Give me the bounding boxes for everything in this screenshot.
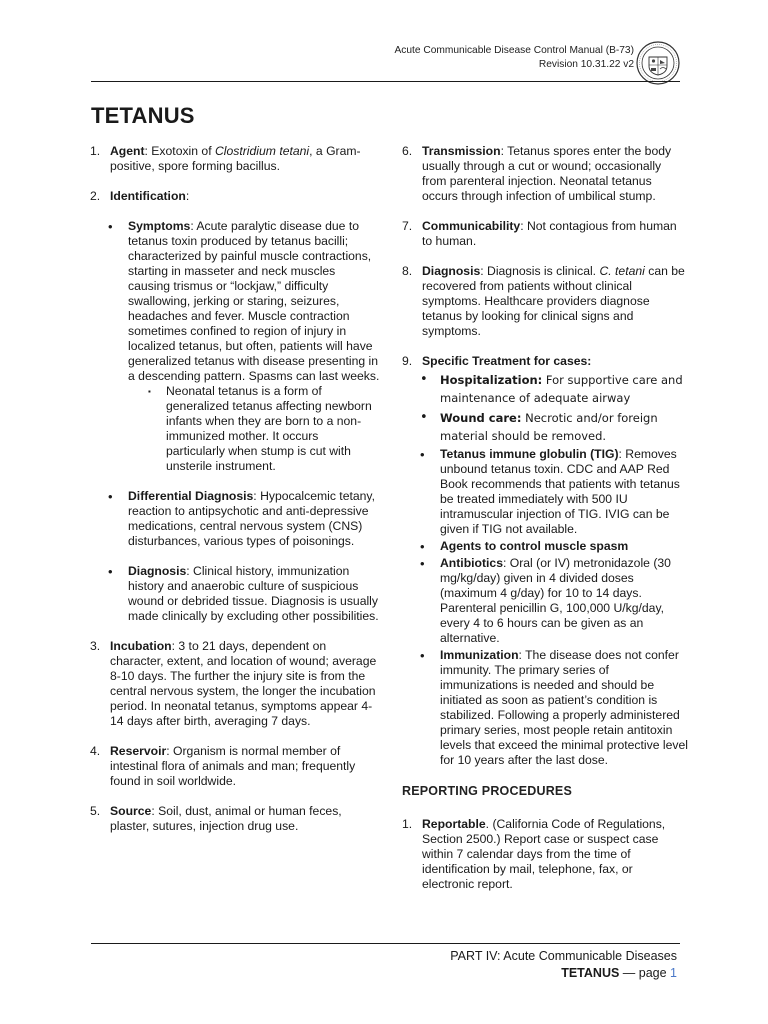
section-transmission: 6. Transmission: Tetanus spores enter the body usually through a cut or wound; occasionally from parenteral injection. Neonatal tetanus occurs through infection of umbilical stump.	[402, 144, 672, 203]
bullet-symptoms: • Symptoms: Acute paralytic disease due to tetanus toxin produced by tetanus bacilli; characterized by painful muscle contractions, starting in masseter and neck muscles causing trismus or “lockjaw,” difficulty swallowing, jerking or staring, seizures, headaches and fever. Muscle contraction sometimes confined to region of injury in localized tetanus, but often, patients will have generalized tetanus with disease presenting in a descending pattern. Spasms can last weeks. ▪ Neonatal tetanus is a form of generalized tetanus affecting newborn infants when they are born to a non-immunized mother. It occurs particularly when stump is cut with unsterile instrument.	[108, 219, 380, 474]
right-column	[402, 144, 688, 907]
bullet-wound-care: • Wound care: Necrotic and/or foreign material should be removed.	[420, 409, 688, 445]
bullet-hospitalization: • Hospitalization: For supportive care and maintenance of adequate airway	[420, 371, 688, 407]
left-column	[90, 144, 380, 849]
bullet-differential-diagnosis: • Differential Diagnosis: Hypocalcemic tetany, reaction to antipsychotic and anti-depressive medications, central nervous system (CNS) disturbances, various types of poisonings.	[108, 489, 380, 549]
revision-label: Revision 10.31.22 v2	[538, 59, 634, 70]
manual-title: Acute Communicable Disease Control Manual (B-73)	[394, 45, 634, 56]
bullet-antibiotics: • Antibiotics: Oral (or IV) metronidazole (30 mg/kg/day) given in 4 divided doses (maximum 4 g/day) for 10 to 14 days. Parenteral penicillin G, 100,000 U/kg/day, every 4 to 6 hours can be given as an alternative.	[420, 556, 688, 646]
section-communicability: 7. Communicability: Not contagious from human to human.	[402, 219, 677, 248]
bullet-diagnosis: • Diagnosis: Clinical history, immunization history and anaerobic culture of suspicious wound or debrided tissue. Diagnosis is usually made clinically by excluding other possibilities.	[108, 564, 380, 624]
section-source: 5. Source: Soil, dust, animal or human feces, plaster, sutures, injection drug use.	[90, 804, 342, 833]
section-specific-treatment: 9. Specific Treatment for cases:	[402, 354, 592, 368]
bullet-immunization: • Immunization: The disease does not confer immunity. The primary series of immunizations is needed and should be initiated as soon as patient’s condition is stabilized. Following a properly administered primary series, most people retain antitoxin levels that exceed the minimal protective level for 10 years after the last dose.	[420, 648, 688, 768]
header-rule	[91, 81, 680, 82]
page-title: TETANUS	[91, 103, 195, 128]
section-reportable: 1. Reportable. (California Code of Regulations, Section 2500.) Report case or suspect case within 7 calendar days from the time of identification by mail, telephone, fax, or electronic report.	[402, 817, 666, 891]
section-agent: 1. Agent: Exotoxin of Clostridium tetani, a Gram-positive, spore forming bacillus.	[90, 144, 361, 173]
document-footer	[450, 948, 677, 982]
page-number: 1	[670, 966, 677, 980]
footer-part: PART IV: Acute Communicable Diseases	[450, 949, 677, 963]
section-diagnosis: 8. Diagnosis: Diagnosis is clinical. C. tetani can be recovered from patients without clinical symptoms. Healthcare providers diagnose tetanus by looking for clinical signs and symptoms.	[402, 264, 685, 338]
reporting-procedures-heading: REPORTING PROCEDURES	[402, 784, 572, 798]
footer-page: TETANUS — page 1	[561, 966, 677, 980]
section-identification: 2. Identification:	[90, 189, 190, 203]
county-seal-icon	[636, 41, 680, 85]
section-incubation: 3. Incubation: 3 to 21 days, dependent on character, extent, and location of wound; average 8-10 days. The further the injury site is from the central nervous system, the longer the incubation period. In neonatal tetanus, symptoms appear 4-14 days after birth, averaging 7 days.	[90, 639, 377, 728]
bullet-muscle-spasm: • Agents to control muscle spasm	[420, 539, 688, 554]
footer-rule	[91, 943, 680, 944]
section-reservoir: 4. Reservoir: Organism is normal member of intestinal flora of animals and man; frequently found in soil worldwide.	[90, 744, 356, 788]
document-header	[394, 44, 634, 72]
sub-bullet-neonatal: ▪ Neonatal tetanus is a form of generalized tetanus affecting newborn infants when they are born to a non-immunized mother. It occurs particularly when stump is cut with unsterile instrument.	[146, 384, 380, 474]
bullet-tig: • Tetanus immune globulin (TIG): Removes unbound tetanus toxin. CDC and AAP Red Book recommends that patients with tetanus be treated immediately with 500 IU intramuscular injection of TIG. IVIG can be given if TIG not available.	[420, 447, 688, 537]
